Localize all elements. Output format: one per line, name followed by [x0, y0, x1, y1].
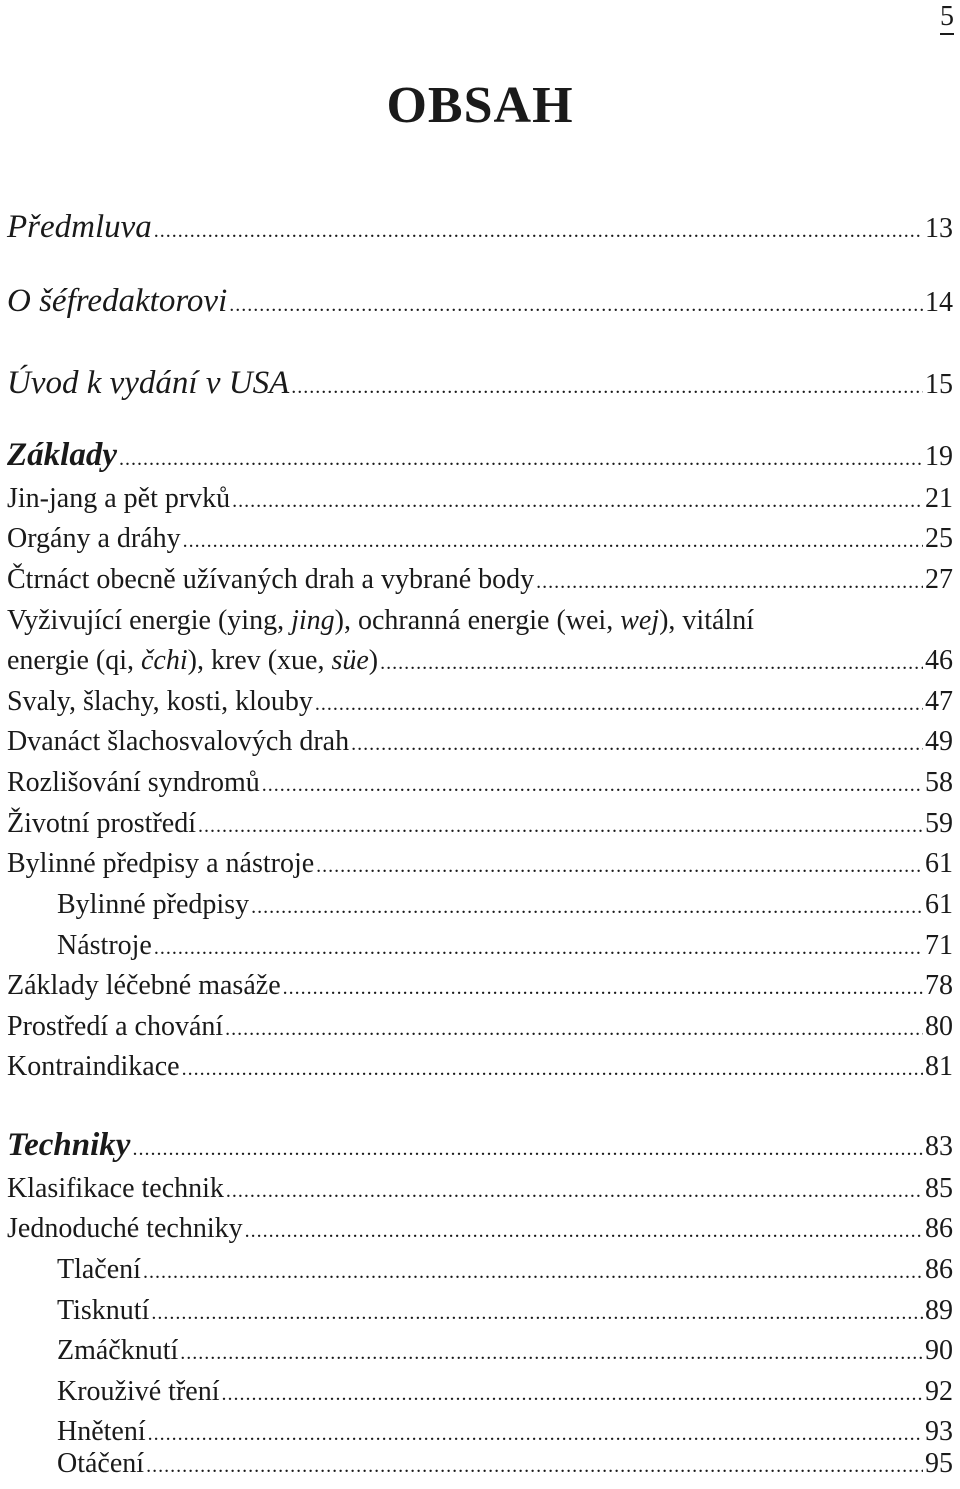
leader-dots	[316, 847, 923, 885]
toc-label-italic: jing	[291, 605, 335, 636]
toc-page: 46	[925, 645, 953, 676]
toc-entry-predmluva[interactable]	[7, 208, 953, 246]
leader-dots	[232, 482, 923, 520]
toc-page: 85	[925, 1173, 953, 1204]
toc-label: Prostředí a chování	[7, 1011, 224, 1042]
toc-label: Předmluva	[7, 209, 152, 245]
toc-page: 92	[925, 1376, 953, 1407]
toc-label: Tisknutí	[57, 1295, 150, 1326]
toc-label-part: energie (qi,	[7, 645, 141, 676]
toc-page: 83	[925, 1131, 953, 1162]
toc-label: Jednoduché techniky	[7, 1213, 243, 1244]
toc-label: Zmáčknutí	[57, 1335, 179, 1366]
toc-subentry[interactable]	[57, 1373, 953, 1411]
toc-label: O šéfredaktorovi	[7, 283, 228, 319]
toc-entry[interactable]	[7, 1048, 953, 1086]
toc-label: Hnětení	[57, 1416, 146, 1447]
toc-page: 89	[925, 1295, 953, 1326]
toc-label-part: ), ochranná energie (wei,	[334, 605, 621, 636]
toc-label-italic: čchi	[140, 645, 188, 676]
leader-dots	[536, 563, 923, 601]
toc-label-part: )	[368, 645, 379, 676]
toc-page: 93	[925, 1416, 953, 1447]
leader-dots	[180, 1334, 923, 1372]
leader-dots	[291, 368, 923, 406]
toc-label	[7, 642, 378, 680]
toc-subentry[interactable]	[57, 927, 953, 965]
toc-page: 13	[925, 213, 953, 244]
leader-dots	[245, 1212, 923, 1250]
toc-label: Orgány a dráhy	[7, 523, 181, 554]
toc-label: Kontraindikace	[7, 1051, 180, 1082]
toc-entry[interactable]	[7, 764, 953, 802]
leader-dots	[146, 1447, 923, 1485]
leader-dots	[251, 888, 923, 926]
leader-dots	[154, 212, 923, 250]
toc-label-italic: wej	[620, 605, 660, 636]
toc-entry[interactable]	[7, 967, 953, 1005]
leader-dots	[351, 725, 923, 763]
toc-entry[interactable]	[7, 561, 953, 599]
toc-page: 86	[925, 1254, 953, 1285]
toc-label: Otáčení	[57, 1448, 145, 1479]
toc-page: 25	[925, 523, 953, 554]
toc-page: 81	[925, 1051, 953, 1082]
toc-page: 21	[925, 483, 953, 514]
toc-label: Techniky	[7, 1127, 131, 1163]
toc-label: Dvanáct šlachosvalových drah	[7, 726, 350, 757]
leader-dots	[182, 1050, 923, 1088]
toc-page: 71	[925, 930, 953, 961]
toc-subentry[interactable]	[57, 1251, 953, 1289]
leader-dots	[154, 929, 923, 967]
toc-page: 95	[925, 1448, 953, 1479]
toc-entry[interactable]	[7, 520, 953, 558]
toc-label: Rozlišování syndromů	[7, 767, 260, 798]
toc-entry-techniky[interactable]	[7, 1126, 953, 1164]
leader-dots	[315, 685, 923, 723]
leader-dots	[225, 1010, 923, 1048]
toc-label: Svaly, šlachy, kosti, klouby	[7, 686, 313, 717]
toc-label: Bylinné předpisy	[57, 889, 250, 920]
toc-entry[interactable]	[7, 805, 953, 843]
toc-entry-uvod[interactable]	[7, 364, 953, 402]
toc-label: Životní prostředí	[7, 808, 196, 839]
toc-label: Základy léčebné masáže	[7, 970, 281, 1001]
toc-entry[interactable]	[7, 1008, 953, 1046]
leader-dots	[132, 1130, 923, 1168]
toc-label: Čtrnáct obecně užívaných drah a vybrané body	[7, 564, 535, 595]
toc-page: 49	[925, 726, 953, 757]
toc-entry[interactable]	[7, 1210, 953, 1248]
toc-entry[interactable]	[7, 723, 953, 761]
page-number: 5	[940, 1, 954, 32]
toc-page: 15	[925, 369, 953, 400]
leader-dots	[119, 440, 923, 478]
toc-label: Tlačení	[57, 1254, 141, 1285]
leader-dots	[183, 522, 923, 560]
toc-page: 47	[925, 686, 953, 717]
toc-page: 14	[925, 287, 953, 318]
toc-page: 19	[925, 441, 953, 472]
toc-subentry[interactable]	[57, 1445, 953, 1483]
toc-page: 61	[925, 848, 953, 879]
leader-dots	[151, 1294, 923, 1332]
leader-dots	[229, 286, 923, 324]
toc-entry[interactable]	[7, 642, 953, 680]
toc-label-part: Vyživující energie (ying,	[7, 605, 292, 636]
toc-label-italic: süe	[331, 645, 369, 676]
toc-entry-o-sefredaktorovi[interactable]	[7, 282, 953, 320]
toc-page: 61	[925, 889, 953, 920]
toc-label: Krouživé tření	[57, 1376, 220, 1407]
toc-page: 27	[925, 564, 953, 595]
leader-dots	[222, 1375, 924, 1413]
toc-entry[interactable]	[7, 1170, 953, 1208]
leader-dots	[198, 807, 923, 845]
toc-page: 86	[925, 1213, 953, 1244]
leader-dots	[283, 969, 923, 1007]
leader-dots	[262, 766, 923, 804]
toc-label-part: ), vitální	[659, 605, 754, 636]
toc-entry[interactable]	[7, 683, 953, 721]
toc-entry-wrapped-line[interactable]	[7, 602, 754, 640]
toc-page: 90	[925, 1335, 953, 1366]
toc-page: 59	[925, 808, 953, 839]
toc-page: 78	[925, 970, 953, 1001]
toc-label: Nástroje	[57, 930, 152, 961]
toc-label: Bylinné předpisy a nástroje	[7, 848, 315, 879]
toc-page: 58	[925, 767, 953, 798]
toc-subentry[interactable]	[57, 1332, 953, 1370]
toc-entry[interactable]	[7, 480, 953, 518]
leader-dots	[380, 644, 923, 682]
toc-page: 80	[925, 1011, 953, 1042]
leader-dots	[226, 1172, 923, 1210]
toc-subentry[interactable]	[57, 1292, 953, 1330]
toc-entry-zaklady[interactable]	[7, 436, 953, 474]
toc-label: Klasifikace technik	[7, 1173, 224, 1204]
toc-label-part: ), krev (xue,	[187, 645, 332, 676]
toc-label: Úvod k vydání v USA	[7, 365, 290, 401]
toc-subentry[interactable]	[57, 886, 953, 924]
toc-entry[interactable]	[7, 845, 953, 883]
toc-label: Základy	[7, 437, 117, 473]
toc-label: Jin-jang a pět prvků	[7, 483, 231, 514]
leader-dots	[143, 1253, 923, 1291]
page-title: OBSAH	[386, 77, 574, 134]
